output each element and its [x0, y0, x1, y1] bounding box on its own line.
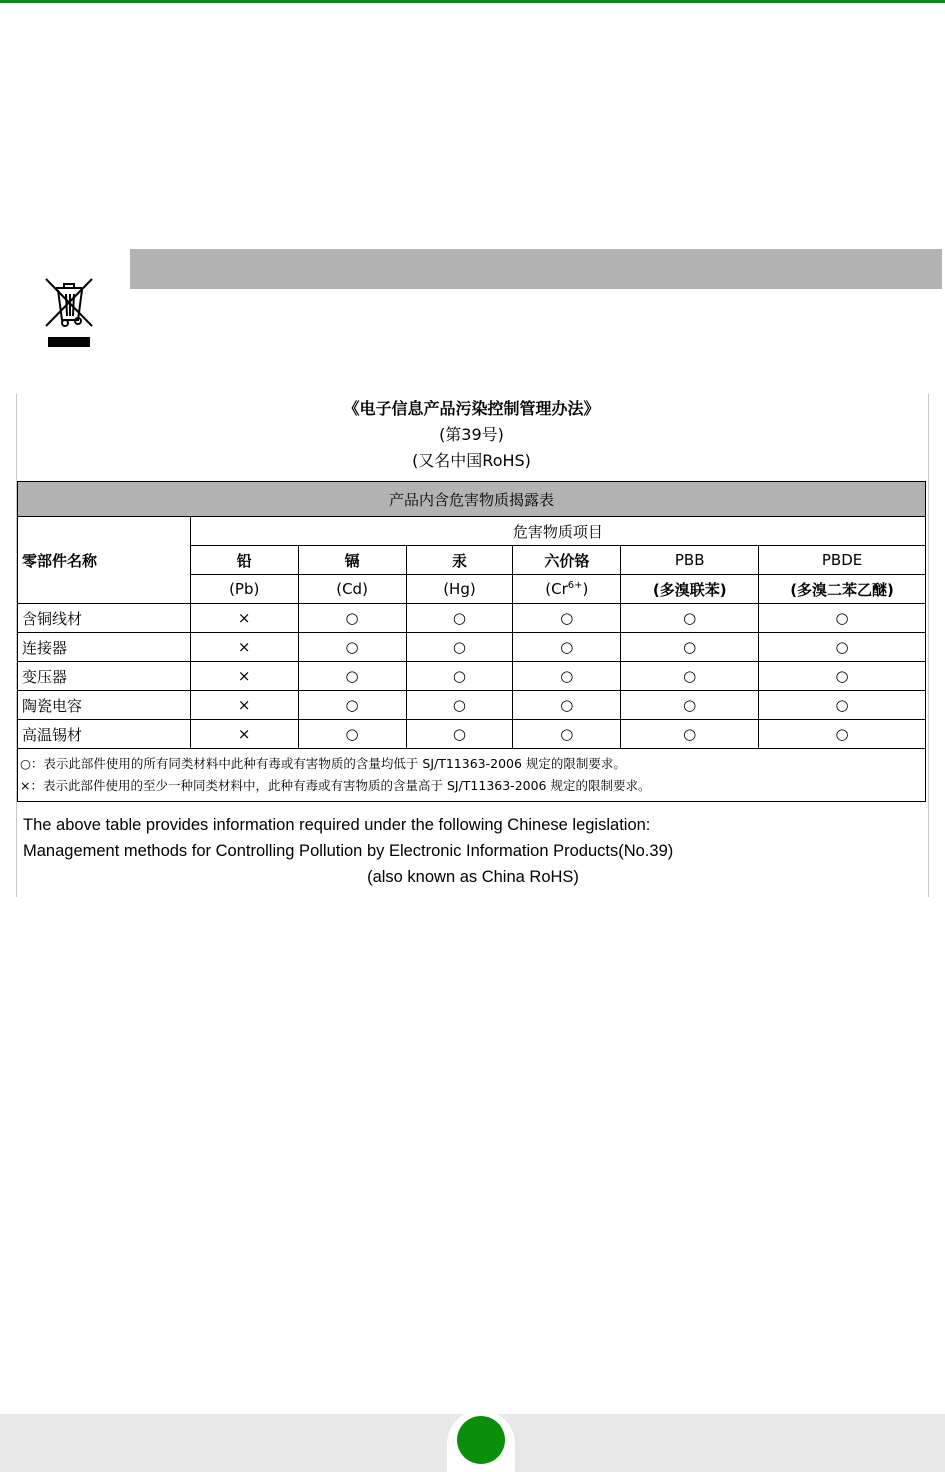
substance-symbol: (多溴联苯) — [621, 575, 759, 604]
cr-superscript: 6+ — [567, 580, 583, 591]
mark-cell: ○ — [621, 633, 759, 662]
mark-cell: ○ — [759, 604, 926, 633]
mark-cell: ○ — [621, 662, 759, 691]
mark-cell: ○ — [759, 633, 926, 662]
mark-cell: ○ — [513, 691, 621, 720]
mark-cell: ○ — [621, 691, 759, 720]
hazard-items-header: 危害物质项目 — [190, 517, 925, 546]
substance-name: PBDE — [759, 546, 926, 575]
table-caption: 产品内含危害物质揭露表 — [18, 482, 926, 517]
mark-cell: ○ — [298, 691, 406, 720]
part-name: 高温锡材 — [18, 720, 191, 749]
cr-symbol: (Cr — [545, 580, 568, 598]
rohs-order-number: (第39号) — [439, 425, 504, 444]
note-circle: ○：表示此部件使用的所有同类材料中此种有毒或有害物质的含量均低于 SJ/T11363-2006 规定的限制要求。 — [20, 756, 626, 771]
substance-name: PBB — [621, 546, 759, 575]
substance-symbol: (Pb) — [190, 575, 298, 604]
mark-cell: ○ — [406, 633, 513, 662]
china-rohs-declaration — [16, 394, 929, 897]
mark-cell: ○ — [406, 691, 513, 720]
mark-cell: ○ — [298, 633, 406, 662]
part-name-header: 零部件名称 — [18, 517, 191, 604]
cr-close: ) — [582, 580, 589, 598]
mark-cell: ○ — [759, 662, 926, 691]
part-name: 变压器 — [18, 662, 191, 691]
mark-cell: ○ — [513, 662, 621, 691]
part-name: 陶瓷电容 — [18, 691, 191, 720]
substance-name: 镉 — [298, 546, 406, 575]
mark-cell: ○ — [406, 604, 513, 633]
table-row — [18, 662, 926, 691]
top-green-rule — [0, 0, 945, 3]
section-header-bar — [130, 249, 942, 289]
mark-cell: ○ — [298, 662, 406, 691]
rohs-alias: (又名中国RoHS) — [412, 451, 531, 470]
mark-cell: ○ — [621, 720, 759, 749]
mark-cell: ○ — [298, 720, 406, 749]
english-explanation — [23, 812, 923, 890]
rohs-title: 《电子信息产品污染控制管理办法》 — [343, 399, 600, 418]
substance-symbol: (Hg) — [406, 575, 513, 604]
mark-cell: ○ — [406, 662, 513, 691]
table-row — [18, 633, 926, 662]
green-page-dot-icon — [457, 1416, 505, 1464]
mark-cell: × — [190, 604, 298, 633]
note-cross: ×：表示此部件使用的至少一种同类材料中，此种有毒或有害物质的含量高于 SJ/T11363-2006 规定的限制要求。 — [20, 778, 651, 793]
page-marker — [447, 1410, 515, 1472]
part-name: 含铜线材 — [18, 604, 191, 633]
weee-crossed-bin-icon — [42, 276, 96, 348]
table-notes — [18, 749, 926, 802]
part-name: 连接器 — [18, 633, 191, 662]
mark-cell: × — [190, 662, 298, 691]
mark-cell: ○ — [759, 720, 926, 749]
mark-cell: × — [190, 691, 298, 720]
rohs-title-block — [17, 394, 926, 474]
substance-symbol-cr6 — [513, 575, 621, 604]
substance-symbol: (多溴二苯乙醚) — [759, 575, 926, 604]
mark-cell: ○ — [759, 691, 926, 720]
table-row — [18, 604, 926, 633]
substance-name: 汞 — [406, 546, 513, 575]
english-line-3: (also known as China RoHS) — [367, 868, 579, 886]
substance-symbol: (Cd) — [298, 575, 406, 604]
mark-cell: ○ — [513, 720, 621, 749]
hazardous-substance-table — [17, 481, 926, 802]
substance-name: 六价铬 — [513, 546, 621, 575]
mark-cell: ○ — [513, 633, 621, 662]
table-row — [18, 691, 926, 720]
mark-cell: × — [190, 720, 298, 749]
table-row — [18, 720, 926, 749]
mark-cell: ○ — [513, 604, 621, 633]
english-line-2: Management methods for Controlling Pollution by Electronic Information Products(No.39) — [23, 842, 674, 860]
mark-cell: ○ — [406, 720, 513, 749]
mark-cell: × — [190, 633, 298, 662]
substance-name: 铅 — [190, 546, 298, 575]
english-line-1: The above table provides information required under the following Chinese legislation: — [23, 816, 651, 834]
mark-cell: ○ — [621, 604, 759, 633]
mark-cell: ○ — [298, 604, 406, 633]
